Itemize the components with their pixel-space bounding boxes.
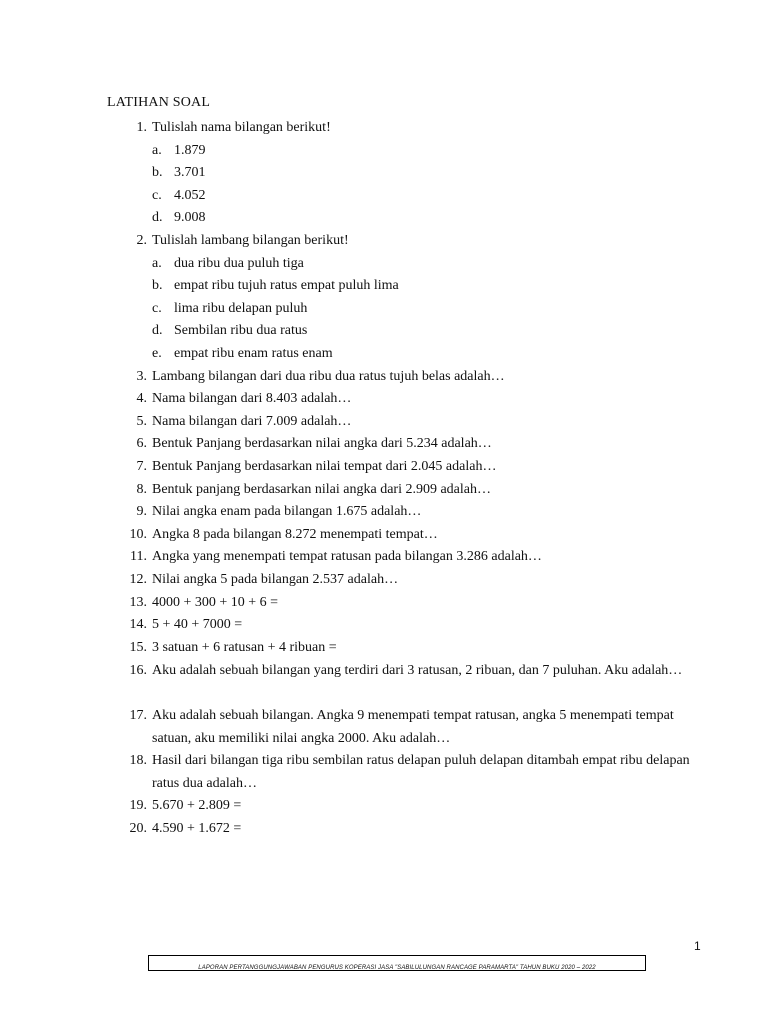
question-number: 5.	[136, 414, 147, 429]
question-text: 5 + 40 + 7000 =	[152, 617, 243, 632]
question-number: 4.	[136, 391, 147, 406]
page-title: LATIHAN SOAL	[107, 95, 211, 110]
question-text: Bentuk Panjang berdasarkan nilai tempat dari 2.045 adalah…	[152, 459, 497, 474]
page-number: 1	[694, 939, 701, 953]
sub-item-text: 9.008	[174, 210, 206, 225]
question-number: 11.	[130, 549, 147, 564]
question-number: 13.	[129, 595, 147, 610]
question-text: Tulislah lambang bilangan berikut!	[152, 233, 349, 248]
sub-item-text: dua ribu dua puluh tiga	[174, 256, 304, 271]
question-number: 15.	[129, 640, 147, 655]
footer-box	[148, 955, 646, 971]
question-number: 6.	[136, 436, 147, 451]
question-text: Bentuk panjang berdasarkan nilai angka dari 2.909 adalah…	[152, 482, 491, 497]
question-text: 3 satuan + 6 ratusan + 4 ribuan =	[152, 640, 337, 655]
question-text: Aku adalah sebuah bilangan yang terdiri dari 3 ratusan, 2 ribuan, dan 7 puluhan. Aku adalah…	[152, 663, 683, 678]
question-number: 14.	[129, 617, 147, 632]
question-text: 5.670 + 2.809 =	[152, 798, 242, 813]
sub-item-letter: c.	[152, 188, 162, 203]
question-text: Bentuk Panjang berdasarkan nilai angka dari 5.234 adalah…	[152, 436, 492, 451]
question-number: 17.	[129, 708, 147, 723]
sub-item-letter: c.	[152, 301, 162, 316]
sub-item-text: lima ribu delapan puluh	[174, 301, 308, 316]
question-text: Angka 8 pada bilangan 8.272 menempati tempat…	[152, 527, 438, 542]
sub-item-text: empat ribu tujuh ratus empat puluh lima	[174, 278, 399, 293]
question-number: 18.	[129, 753, 147, 768]
question-number: 16.	[129, 663, 147, 678]
question-text: 4000 + 300 + 10 + 6 =	[152, 595, 279, 610]
question-text: Nama bilangan dari 8.403 adalah…	[152, 391, 352, 406]
question-number: 8.	[136, 482, 147, 497]
sub-item-letter: d.	[152, 210, 163, 225]
question-number: 12.	[129, 572, 147, 587]
question-text: Nilai angka 5 pada bilangan 2.537 adalah…	[152, 572, 399, 587]
question-number: 7.	[136, 459, 147, 474]
sub-item-text: Sembilan ribu dua ratus	[174, 323, 308, 338]
question-text: Hasil dari bilangan tiga ribu sembilan ratus delapan puluh delapan ditambah empat ribu delapan ratus dua adalah…	[152, 753, 690, 791]
sub-item-letter: a.	[152, 143, 162, 158]
sub-item-text: 1.879	[174, 143, 206, 158]
sub-item-text: 4.052	[174, 188, 206, 203]
question-number: 3.	[136, 369, 147, 384]
sub-item-letter: b.	[152, 278, 163, 293]
question-number: 9.	[136, 504, 147, 519]
question-text: Nilai angka enam pada bilangan 1.675 adalah…	[152, 504, 422, 519]
question-text: 4.590 + 1.672 =	[152, 821, 242, 836]
sub-item-letter: d.	[152, 323, 163, 338]
question-number: 20.	[129, 821, 147, 836]
question-number: 2.	[136, 233, 147, 248]
sub-item-text: empat ribu enam ratus enam	[174, 346, 333, 361]
question-text: Aku adalah sebuah bilangan. Angka 9 menempati tempat ratusan, angka 5 menempati tempat satuan, aku memiliki nilai angka 2000. Aku adalah…	[152, 708, 674, 746]
question-text: Angka yang menempati tempat ratusan pada bilangan 3.286 adalah…	[152, 549, 542, 564]
footer-text: LAPORAN PERTANGGUNGJAWABAN PENGURUS KOPERASI JASA "SABILULUNGAN RANCAGE PARAMARTA" TAHUN BUKU 2020 – 2022	[198, 965, 596, 971]
question-text: Nama bilangan dari 7.009 adalah…	[152, 414, 352, 429]
question-number: 1.	[136, 120, 147, 135]
question-number: 19.	[129, 798, 147, 813]
question-number: 10.	[129, 527, 147, 542]
sub-item-letter: e.	[152, 346, 162, 361]
sub-item-letter: b.	[152, 165, 163, 180]
question-text: Tulislah nama bilangan berikut!	[152, 120, 331, 135]
sub-item-letter: a.	[152, 256, 162, 271]
question-text: Lambang bilangan dari dua ribu dua ratus tujuh belas adalah…	[152, 369, 505, 384]
sub-item-text: 3.701	[174, 165, 206, 180]
